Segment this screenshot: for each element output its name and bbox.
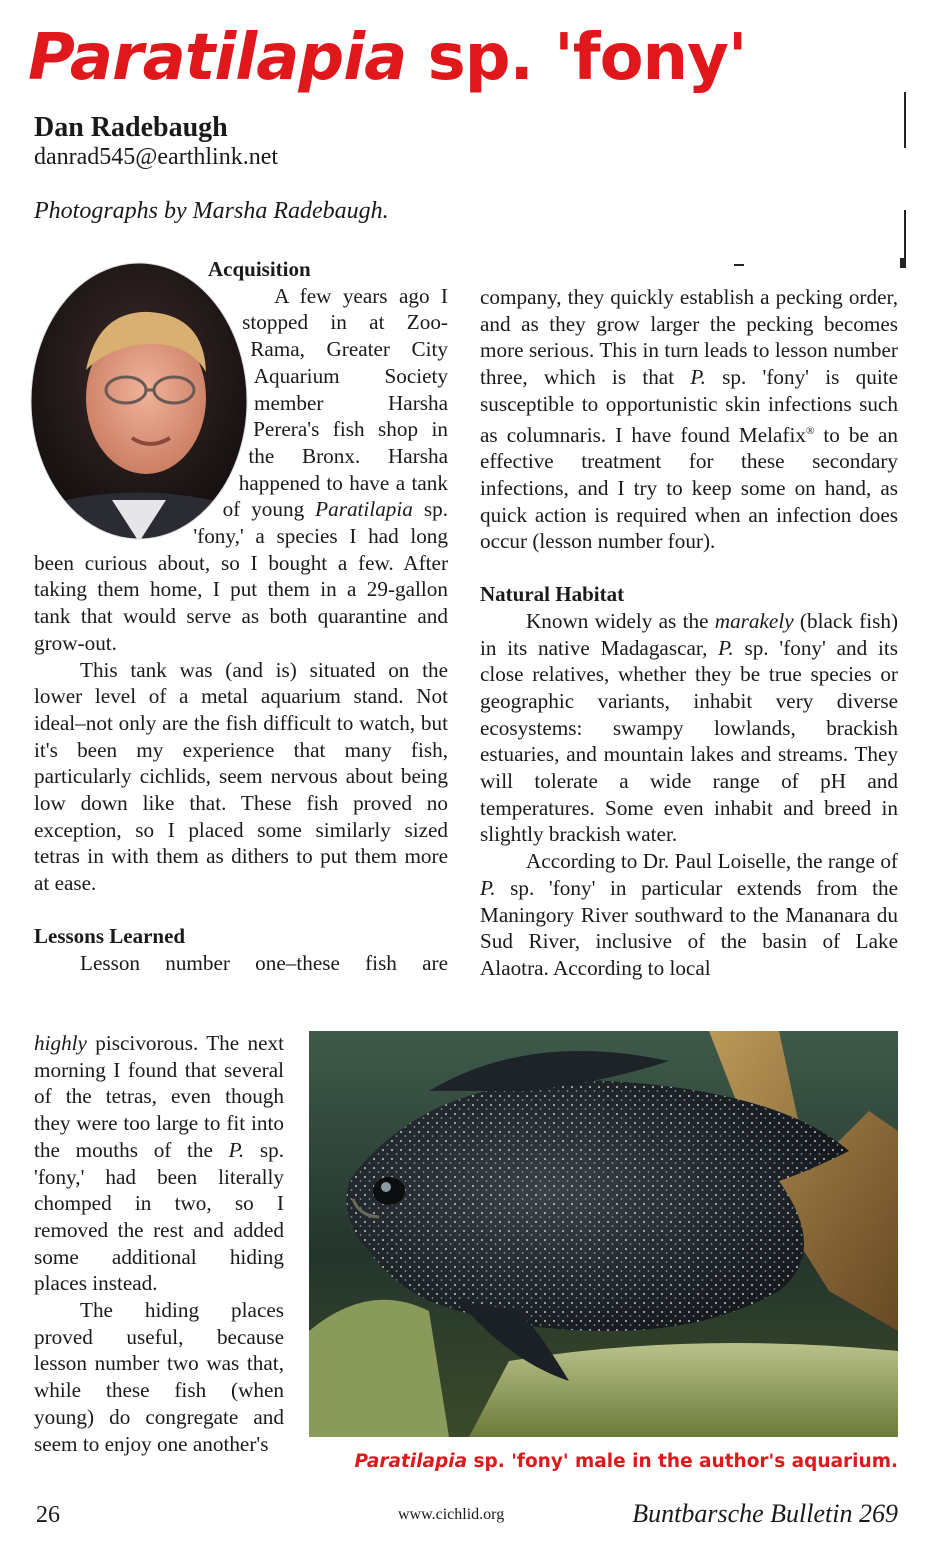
photo-credit: Photographs by Marsha Radebaugh. xyxy=(34,198,389,224)
title-genus: Paratilapia xyxy=(28,21,407,95)
les-p1-c: sp. 'fony,' had been literally chomped in two, so I removed the rest and added some additional hiding places instead. xyxy=(34,1137,284,1296)
hab-p1-emphasis: marakely xyxy=(714,608,794,633)
fish-photo xyxy=(309,1031,898,1437)
right-p1-c: to be an effective treatment for these secondary infections, and I try to keep some on hand, as quick action is required when an infection does occur (lesson number four). xyxy=(480,422,898,554)
edge-mark-top xyxy=(904,92,906,148)
hab-p2-b: sp. 'fony' in particular extends from the Maningory River southward to the Mananara du Sud River, inclusive of the basin of Lake Alaotra. According to local xyxy=(480,875,898,980)
author-portrait-image xyxy=(28,260,250,542)
lessons-paragraph-1-cont xyxy=(34,1030,284,1297)
hab-p1-genus: P. xyxy=(718,635,734,660)
spacer xyxy=(34,897,448,923)
edge-mark-bottom xyxy=(900,258,906,268)
hab-p1-c: sp. 'fony' and its close relatives, whether they be true species or geographic variants, inhabit very diverse ecosystems: swampy lowlands, brackish estuaries, and mountain lakes and streams. They will tolerate a wide range of pH and temperatures. Some even inhabit and breed in slightly brackish water. xyxy=(480,635,898,847)
author-portrait xyxy=(28,260,250,542)
author-name: Dan Radebaugh xyxy=(34,112,228,143)
acq-p1-a: A few years ago I stopped in at Zoo-Rama, Greater City Aquarium Society member Harsha Perera's fish shop in the Bronx. Harsha happened to have a tank of young xyxy=(222,283,448,522)
registered-mark: ® xyxy=(805,424,815,437)
right-column xyxy=(480,284,898,982)
publication-name: Buntbarsche Bulletin 269 xyxy=(632,1499,898,1528)
caption-text: sp. 'fony' male in the author's aquarium. xyxy=(467,1451,898,1472)
hab-p1-b: (black fish) in its native Madagascar, xyxy=(480,608,898,660)
website-link[interactable]: www.cichlid.org xyxy=(398,1506,505,1523)
les-p1-b: piscivorous. The next morning I found that several of the tetras, even though they were too large to fit into the mouths of the xyxy=(34,1031,284,1162)
right-p1-b: sp. 'fony' is quite susceptible to opportunistic skin infections such as columnaris. I have found Melafix xyxy=(480,365,899,447)
author-email: danrad545@earthlink.net xyxy=(34,144,279,170)
right-p1-a: company, they quickly establish a pecking order, and as they grow larger the pecking becomes more serious. This in turn leads to lesson number three, which is that xyxy=(480,285,898,390)
habitat-paragraph-1 xyxy=(480,608,898,848)
left-column xyxy=(34,256,448,976)
right-paragraph-1 xyxy=(480,284,898,555)
spacer xyxy=(480,555,898,581)
acq-p1-b: sp. 'fony,' a species I had long been curious about, so I bought a few. After taking them home, I put them in a 29-gallon tank that would serve as both quarantine and grow-out. xyxy=(34,497,449,655)
les-p1-genus: P. xyxy=(228,1137,245,1162)
hab-p2-genus: P. xyxy=(480,875,496,900)
title-species: sp. 'fony' xyxy=(406,21,747,95)
heading-natural-habitat: Natural Habitat xyxy=(480,582,625,607)
lessons-paragraph-2: The hiding places proved useful, because lesson number two was that, while these fish (when young) do congregate and seem to enjoy one another's xyxy=(34,1298,284,1456)
caption-genus: Paratilapia xyxy=(354,1451,468,1472)
edge-mark-middle xyxy=(904,210,906,260)
lessons-paragraph-1-start: Lesson number one–these fish are xyxy=(80,950,448,975)
hab-p1-a: Known widely as the xyxy=(526,608,715,633)
page-number: 26 xyxy=(36,1502,60,1528)
hab-p2-a: According to Dr. Paul Loiselle, the range of xyxy=(526,849,898,874)
left-bottom-column xyxy=(34,1030,284,1457)
habitat-paragraph-2 xyxy=(480,848,898,982)
heading-lessons-learned: Lessons Learned xyxy=(34,923,186,948)
les-p1-emphasis: highly xyxy=(34,1031,87,1055)
figure-caption xyxy=(312,1450,898,1474)
article-title xyxy=(28,18,908,98)
acquisition-paragraph-2: This tank was (and is) situated on the lower level of a metal aquarium stand. Not ideal–not only are the fish difficult to watch, but it's been my experience that many fish, particularly cichlids, seem nervous about being low down like that. These fish proved no exception, so I placed some similarly sized tetras in with them as dithers to put them more at ease. xyxy=(34,657,448,896)
fish-photo-image xyxy=(309,1031,898,1437)
acq-p1-genus: Paratilapia xyxy=(315,497,413,522)
edge-mark-small xyxy=(734,264,744,266)
right-p1-genus: P. xyxy=(690,365,706,390)
heading-acquisition: Acquisition xyxy=(208,257,311,281)
